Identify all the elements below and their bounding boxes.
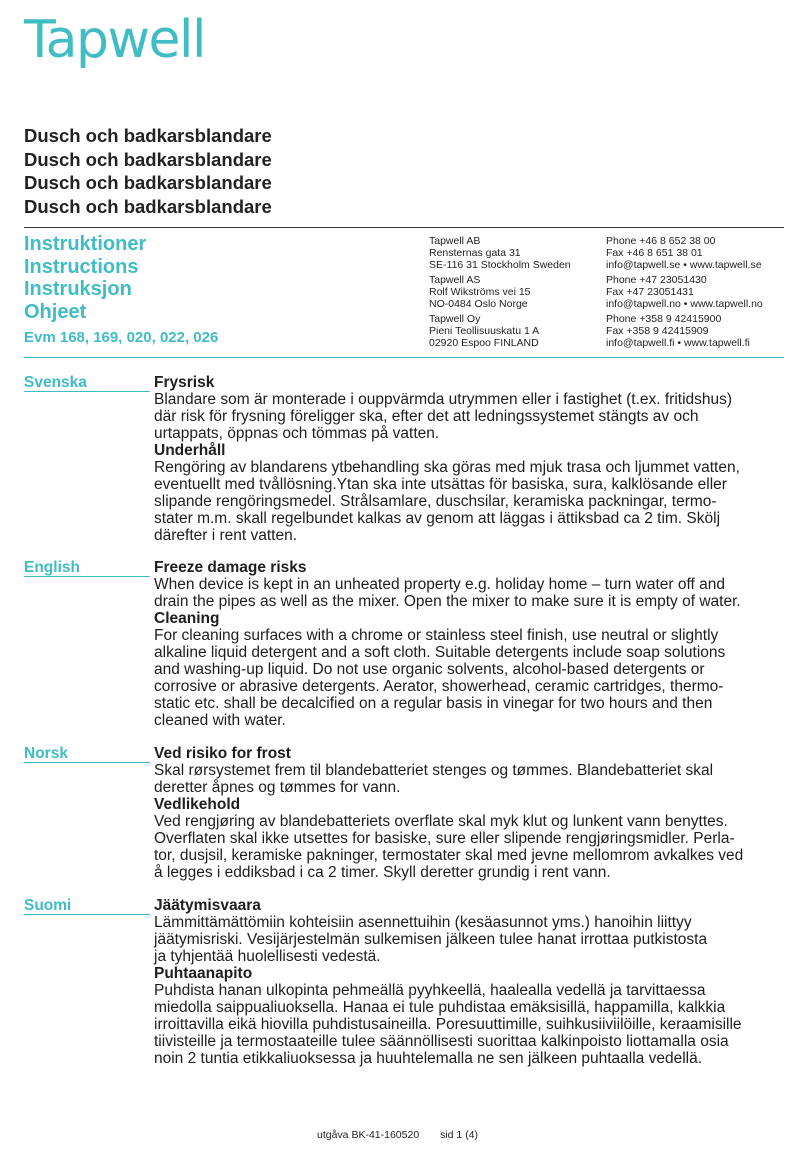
edition-number: utgåva BK-41-160520 — [317, 1129, 420, 1141]
product-title: Dusch och badkarsblandare — [24, 148, 272, 170]
company-city: 02920 Espoo FINLAND — [429, 337, 539, 349]
company-address-no — [429, 274, 571, 310]
product-title: Dusch och badkarsblandare — [24, 172, 272, 193]
section-text: When device is kept in an unheated property e.g. holiday home – turn water off and drain the pipes as well as the mixer. Open the mixer to make sure it is empty of water. — [154, 576, 741, 610]
section-heading: Underhåll — [154, 442, 226, 459]
company-city: SE-116 31 Stockholm Sweden — [429, 259, 571, 271]
product-title: Dusch och badkarsblandare — [24, 195, 272, 217]
section-text: For cleaning surfaces with a chrome or stainless steel finish, use neutral or slightly alkaline liquid detergent and a soft cloth. Suitable detergents include soap solutions and washing-up liquid. Do not use organic solvents, alcohol-based detergents or corrosive or abrasive detergents. Aerator, showerhead, ceramic cartridges, thermo- static etc. shall be decalcified on a regular basis in vinegar for two hours and then cleaned with water. — [154, 627, 726, 729]
section-heading: Vedlikehold — [154, 796, 241, 813]
section-heading: Cleaning — [154, 610, 220, 627]
company-name: Tapwell AB — [429, 235, 481, 247]
company-city: NO-0484 Oslo Norge — [429, 298, 528, 310]
company-name: Tapwell Oy — [429, 313, 481, 325]
section-heading: Freeze damage risks — [154, 559, 307, 576]
company-street: Pieni Teollisuuskatu 1 A — [429, 325, 540, 337]
language-label-norsk: Norsk — [24, 745, 150, 763]
section-heading: Jäätymisvaara — [154, 897, 261, 914]
tapwell-logo: Tapwell — [24, 10, 205, 70]
company-street: Rolf Wikströms vei 15 — [429, 286, 531, 298]
email-web[interactable]: info@tapwell.se • www.tapwell.se — [606, 259, 762, 271]
instructions-title: Instructions — [24, 255, 139, 278]
company-contact-fi — [606, 313, 763, 349]
instructions-block — [24, 233, 218, 347]
section-text: Puhdista hanan ulkopinta pehmeällä pyyhkeellä, haalealla vedellä ja tarvittaessa miedolla saippualiuoksella. Hanaa ei tule puhdistaa emäksisillä, happamilla, kalkkia irroittavilla eikä hiovilla puhdistusaineilla. Poresuuttimille, suihkusiiviilöille, keraamisille tiivisteille ja termostaateille tulee säännöllisesti suorittaa kalkinpoisto liottamalla osia noin 2 tuntia etikkaliuoksessa ja huuhtelemalla ne sen jälkeen puhtaalla vedellä. — [154, 982, 742, 1067]
company-contact-se — [606, 235, 763, 271]
company-name: Tapwell AS — [429, 274, 481, 286]
product-title: Dusch och badkarsblandare — [24, 125, 272, 146]
section-norsk — [154, 745, 789, 881]
product-titles — [24, 124, 272, 218]
section-svenska — [154, 374, 789, 544]
company-addresses — [429, 235, 571, 352]
section-suomi — [154, 897, 789, 1067]
language-label-english: English — [24, 559, 150, 577]
email-web[interactable]: info@tapwell.fi • www.tapwell.fi — [606, 337, 750, 349]
section-text: Ved rengjøring av blandebatteriets overflate skal myk klut og lunkent vann benyttes. Overflaten skal ikke utsettes for basiske, sure eller slipende rengjøringsmidler. Perla- tor, dusjsil, keramiske pakninger, termostater skal med jevne mellomrom avkalkes ved å legges i eddiksbad i ca 2 timer. Skyll deretter grundig i rent vann. — [154, 813, 744, 881]
language-label-svenska: Svenska — [24, 374, 150, 392]
company-contacts — [606, 235, 763, 352]
instructions-title: Instruktioner — [24, 233, 147, 255]
company-street: Rensternas gata 31 — [429, 247, 521, 259]
phone-number: Phone +47 23051430 — [606, 274, 707, 286]
fax-number: Fax +47 23051431 — [606, 286, 694, 298]
section-text: Skal rørsystemet frem til blandebatteriet stenges og tømmes. Blandebatteriet skal deretter åpnes og tømmes for vann. — [154, 762, 714, 796]
divider — [24, 227, 784, 228]
phone-number: Phone +46 8 652 38 00 — [606, 235, 716, 247]
divider-teal — [24, 357, 784, 358]
page-footer — [317, 1129, 478, 1141]
section-heading: Frysrisk — [154, 374, 215, 391]
company-address-fi — [429, 313, 571, 349]
section-heading: Ved risiko for frost — [154, 745, 291, 762]
section-text: Blandare som är monterade i ouppvärmda utrymmen eller i fastighet (t.ex. fritidshus) där risk för frysning föreligger ska, efter det att ledningssystemet stängts av och urtappats, öppnas och tömmas på vatten. — [154, 391, 733, 442]
fax-number: Fax +46 8 651 38 01 — [606, 247, 703, 259]
company-contact-no — [606, 274, 763, 310]
fax-number: Fax +358 9 42415909 — [606, 325, 709, 337]
company-address-se — [429, 235, 571, 271]
phone-number: Phone +358 9 42415900 — [606, 313, 722, 325]
section-text: Lämmittämättömiin kohteisiin asennettuihin (kesäasunnot yms.) hanoihin liittyy jäätymisriski. Vesijärjestelmän sulkemisen jälkeen tulee hanat irrottaa putkistosta ja tyhjentää huolellisesti vedestä. — [154, 914, 708, 965]
instructions-title: Ohjeet — [24, 300, 87, 323]
page-number: sid 1 (4) — [440, 1129, 479, 1141]
email-web[interactable]: info@tapwell.no • www.tapwell.no — [606, 298, 763, 310]
model-numbers: Evm 168, 169, 020, 022, 026 — [24, 329, 219, 346]
section-text: Rengöring av blandarens ytbehandling ska göras med mjuk trasa och ljummet vatten, eventuellt med tvållösning.Ytan ska inte utsättas för basiska, sura, kalklösande eller slipande rengöringsmedel. Strålsamlare, duschsilar, keramiska packningar, termo- stater m.m. skall regelbundet kalkas av genom att läggas i ättiksbad ca 2 tim. Skölj därefter i rent vatten. — [154, 459, 740, 544]
language-label-suomi: Suomi — [24, 897, 150, 915]
section-heading: Puhtaanapito — [154, 965, 253, 982]
section-english — [154, 559, 789, 729]
instructions-title: Instruksjon — [24, 278, 132, 300]
